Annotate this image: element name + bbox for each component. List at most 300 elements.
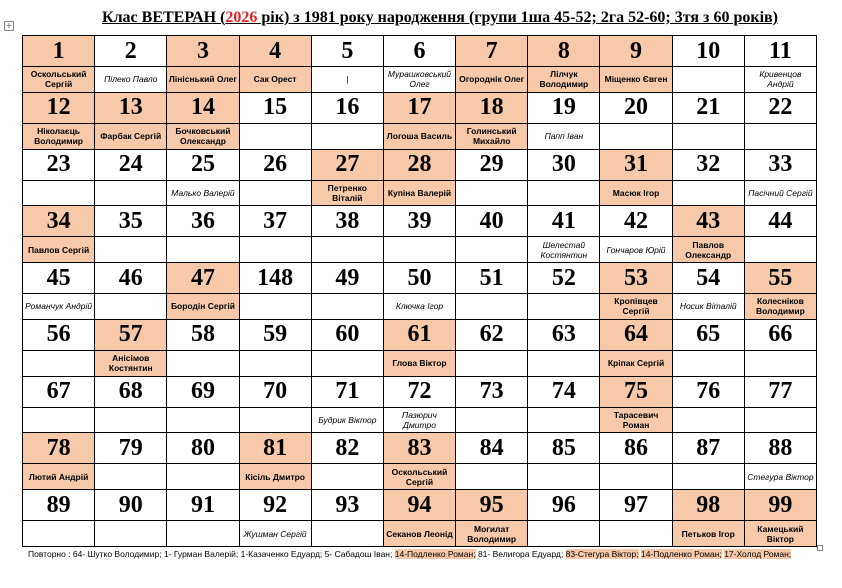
- cell-name: [600, 123, 671, 149]
- cell-name: Кривенцов Андрій: [745, 66, 816, 92]
- cell-number: 30: [551, 151, 576, 178]
- table-cell[interactable]: [384, 490, 456, 547]
- cell-name: [23, 520, 94, 546]
- cell-name: [673, 350, 744, 376]
- table-cell[interactable]: [456, 36, 528, 93]
- table-cell[interactable]: [600, 320, 672, 377]
- cell-number: 10: [696, 37, 721, 64]
- cell-number: 92: [263, 491, 288, 518]
- table-cell[interactable]: [745, 490, 817, 547]
- table-cell[interactable]: [745, 320, 817, 377]
- table-move-handle-icon[interactable]: +: [5, 21, 13, 30]
- cell-number: 54: [696, 264, 721, 291]
- cell-name: [456, 350, 527, 376]
- cell-number: 53: [600, 263, 671, 293]
- cell-number: 62: [479, 321, 504, 348]
- table-cell[interactable]: [456, 150, 528, 207]
- cell-name: [456, 407, 527, 433]
- cell-number: 26: [263, 151, 288, 178]
- cell-number: 84: [479, 434, 504, 461]
- cell-number: 24: [118, 151, 143, 178]
- cell-name: [167, 350, 238, 376]
- table-cell[interactable]: [745, 93, 817, 150]
- table-cell[interactable]: [600, 490, 672, 547]
- cell-name: Папп Іван: [528, 123, 599, 149]
- table-cell[interactable]: [240, 490, 312, 547]
- cell-number: 64: [600, 320, 671, 350]
- title-prefix: Клас ВЕТЕРАН (: [101, 9, 226, 26]
- cell-name: [95, 236, 166, 262]
- table-cell[interactable]: [23, 263, 95, 320]
- table-cell[interactable]: [528, 36, 600, 93]
- cell-number: 57: [95, 320, 166, 350]
- table-cell[interactable]: [240, 263, 312, 320]
- cell-name: Петренко Віталій: [312, 180, 383, 206]
- table-cell[interactable]: [95, 433, 167, 490]
- table-cell[interactable]: [23, 36, 95, 93]
- table-cell[interactable]: [456, 93, 528, 150]
- table-cell[interactable]: [528, 490, 600, 547]
- table-cell[interactable]: [673, 150, 745, 207]
- cell-name: [95, 180, 166, 206]
- cell-name: Носик Віталій: [673, 293, 744, 319]
- table-cell[interactable]: [95, 490, 167, 547]
- cell-name: [167, 520, 238, 546]
- table-cell[interactable]: [384, 433, 456, 490]
- cell-name: |: [312, 66, 383, 92]
- registration-table: [22, 35, 817, 547]
- cell-name: Пілеко Павло: [95, 66, 166, 92]
- cell-name: [95, 407, 166, 433]
- cell-number: 16: [335, 94, 360, 121]
- cell-name: [673, 66, 744, 92]
- table-cell[interactable]: [167, 320, 239, 377]
- table-cell[interactable]: [240, 36, 312, 93]
- table-cell[interactable]: [95, 36, 167, 93]
- cell-number: 52: [551, 264, 576, 291]
- page-title: [90, 9, 790, 27]
- cell-number: 56: [46, 321, 71, 348]
- cell-number: 9: [600, 36, 671, 66]
- table-cell[interactable]: [384, 377, 456, 434]
- cell-number: 11: [769, 37, 792, 64]
- table-cell[interactable]: [600, 433, 672, 490]
- table-cell[interactable]: [456, 206, 528, 263]
- cell-number: 8: [528, 36, 599, 66]
- cell-number: 99: [745, 490, 816, 520]
- cell-name: Огороднік Олег: [456, 66, 527, 92]
- table-cell[interactable]: [240, 150, 312, 207]
- cell-number: 77: [768, 378, 793, 405]
- repeat-entry: 17-Холод Роман;: [724, 549, 792, 559]
- cell-name: Кропівцев Сергій: [600, 293, 671, 319]
- cell-name: [240, 236, 311, 262]
- cell-name: Масюк Ігор: [600, 180, 671, 206]
- cell-name: Логоша Василь: [384, 123, 455, 149]
- title-year: 2026: [225, 9, 258, 26]
- table-cell[interactable]: [240, 93, 312, 150]
- cell-name: Могилат Володимир: [456, 520, 527, 546]
- table-cell[interactable]: [745, 433, 817, 490]
- cell-name: Пасічний Сергій: [745, 180, 816, 206]
- cell-number: 23: [46, 151, 71, 178]
- cell-name: Павлов Сергій: [23, 236, 94, 262]
- cell-number: 36: [190, 207, 215, 234]
- table-cell[interactable]: [312, 36, 384, 93]
- cell-name: Оскольський Сергій: [23, 66, 94, 92]
- table-cell[interactable]: [600, 206, 672, 263]
- cell-name: Кріпак Сергій: [600, 350, 671, 376]
- cell-name: Шелестай Костянтин: [528, 236, 599, 262]
- cell-number: 55: [745, 263, 816, 293]
- cell-name: [312, 236, 383, 262]
- cell-name: [240, 180, 311, 206]
- cell-name: [673, 180, 744, 206]
- table-cell[interactable]: [312, 93, 384, 150]
- table-cell[interactable]: [312, 263, 384, 320]
- cell-name: [240, 407, 311, 433]
- cell-number: 96: [551, 491, 576, 518]
- table-cell[interactable]: [600, 36, 672, 93]
- cell-name: Мурашковський Олег: [384, 66, 455, 92]
- table-cell[interactable]: [167, 150, 239, 207]
- table-cell[interactable]: [528, 377, 600, 434]
- cell-name: [456, 293, 527, 319]
- cell-number: 148: [257, 264, 294, 291]
- table-cell[interactable]: [745, 150, 817, 207]
- table-cell[interactable]: [312, 206, 384, 263]
- title-suffix: рік) з 1981 року народження (групи 1ша 45-52; 2га 52-60; 3тя з 60 років): [257, 9, 779, 26]
- cell-name: Ніколаєць Володимир: [23, 123, 94, 149]
- table-cell[interactable]: [23, 377, 95, 434]
- cell-name: [528, 293, 599, 319]
- repeat-notes: [28, 548, 818, 561]
- cell-number: 97: [624, 491, 649, 518]
- table-cell[interactable]: [673, 490, 745, 547]
- repeat-entry: 81- Велигора Едуард;: [475, 549, 566, 559]
- table-cell[interactable]: [456, 377, 528, 434]
- cell-number: 43: [673, 206, 744, 236]
- repeat-entry: Повторно : 64- Шутко Володимир; 1- Гурман Валерій; 1-Казаченко Едуард; 5- Сабадош Іван;: [28, 549, 395, 559]
- cell-number: 80: [190, 434, 215, 461]
- cell-number: 42: [624, 207, 649, 234]
- cell-number: 46: [118, 264, 143, 291]
- cell-number: 4: [240, 36, 311, 66]
- cell-name: [528, 463, 599, 489]
- table-cell[interactable]: [167, 263, 239, 320]
- cell-name: Купіна Валерій: [384, 180, 455, 206]
- cell-name: [673, 407, 744, 433]
- cell-number: 91: [190, 491, 215, 518]
- table-cell[interactable]: [673, 377, 745, 434]
- cell-name: Глова Віктор: [384, 350, 455, 376]
- cell-name: Жушман Сергій: [240, 520, 311, 546]
- table-cell[interactable]: [95, 150, 167, 207]
- table-cell[interactable]: [384, 150, 456, 207]
- cell-number: 68: [118, 378, 143, 405]
- cell-number: 63: [551, 321, 576, 348]
- cell-name: [745, 350, 816, 376]
- table-cell[interactable]: [167, 206, 239, 263]
- table-cell[interactable]: [312, 377, 384, 434]
- table-cell[interactable]: [384, 263, 456, 320]
- cell-number: 83: [384, 433, 455, 463]
- cell-number: 73: [479, 378, 504, 405]
- table-cell[interactable]: [240, 320, 312, 377]
- table-cell[interactable]: [312, 320, 384, 377]
- table-cell[interactable]: [673, 206, 745, 263]
- cell-name: Лініснький Олег: [167, 66, 238, 92]
- cell-name: [528, 520, 599, 546]
- cell-name: Лютий Андрій: [23, 463, 94, 489]
- repeat-entry: 14-Подленко Роман;: [394, 549, 476, 559]
- cell-name: Фарбак Сергій: [95, 123, 166, 149]
- table-cell[interactable]: [456, 320, 528, 377]
- cell-name: Бородін Сергій: [167, 293, 238, 319]
- table-cell[interactable]: [745, 206, 817, 263]
- table-cell[interactable]: [673, 36, 745, 93]
- cell-name: [673, 123, 744, 149]
- cell-number: 37: [263, 207, 288, 234]
- cell-number: 60: [335, 321, 360, 348]
- cell-name: Колесніков Володимир: [745, 293, 816, 319]
- cell-number: 7: [456, 36, 527, 66]
- table-cell[interactable]: [528, 263, 600, 320]
- cell-name: [384, 236, 455, 262]
- cell-name: [23, 180, 94, 206]
- cell-name: [528, 407, 599, 433]
- cell-number: 88: [768, 434, 793, 461]
- cell-number: 32: [696, 151, 721, 178]
- cell-name: [167, 407, 238, 433]
- table-cell[interactable]: [673, 93, 745, 150]
- cell-number: 47: [167, 263, 238, 293]
- table-cell[interactable]: [456, 490, 528, 547]
- cell-number: 59: [263, 321, 288, 348]
- table-cell[interactable]: [167, 93, 239, 150]
- cell-number: 58: [190, 321, 215, 348]
- cell-number: 86: [624, 434, 649, 461]
- table-cell[interactable]: [673, 433, 745, 490]
- table-cell[interactable]: [528, 206, 600, 263]
- cell-name: [528, 350, 599, 376]
- cell-name: Тарасевич Роман: [600, 407, 671, 433]
- cell-number: 35: [118, 207, 143, 234]
- cell-number: 89: [46, 491, 71, 518]
- cell-name: Кісіль Дмитро: [240, 463, 311, 489]
- table-cell[interactable]: [95, 206, 167, 263]
- cell-number: 82: [335, 434, 360, 461]
- cell-name: [673, 463, 744, 489]
- cell-name: [600, 520, 671, 546]
- table-cell[interactable]: [23, 206, 95, 263]
- cell-name: [745, 407, 816, 433]
- cell-number: 94: [384, 490, 455, 520]
- cell-number: 72: [407, 378, 432, 405]
- cell-name: Гончаров Юрій: [600, 236, 671, 262]
- table-cell[interactable]: [240, 377, 312, 434]
- cell-number: 44: [768, 207, 793, 234]
- cell-name: [600, 463, 671, 489]
- cell-number: 25: [190, 151, 215, 178]
- table-cell[interactable]: [95, 320, 167, 377]
- cell-name: Пазюрич Дмитро: [384, 407, 455, 433]
- cell-name: [167, 236, 238, 262]
- cell-number: 22: [768, 94, 793, 121]
- cell-name: [240, 350, 311, 376]
- cell-number: 51: [479, 264, 504, 291]
- cell-number: 98: [673, 490, 744, 520]
- cell-number: 12: [23, 93, 94, 123]
- cell-number: 90: [118, 491, 143, 518]
- table-cell[interactable]: [456, 433, 528, 490]
- cell-name: [456, 180, 527, 206]
- table-resize-handle-icon[interactable]: [817, 545, 823, 551]
- table-cell[interactable]: [384, 36, 456, 93]
- cell-number: 14: [167, 93, 238, 123]
- cell-name: [240, 123, 311, 149]
- cell-name: Стегура Віктор: [745, 463, 816, 489]
- cell-name: [23, 407, 94, 433]
- table-cell[interactable]: [240, 433, 312, 490]
- cell-number: 65: [696, 321, 721, 348]
- cell-name: [456, 236, 527, 262]
- cell-number: 17: [384, 93, 455, 123]
- cell-number: 38: [335, 207, 360, 234]
- table-cell[interactable]: [23, 490, 95, 547]
- cell-name: [528, 180, 599, 206]
- table-cell[interactable]: [528, 320, 600, 377]
- cell-number: 13: [95, 93, 166, 123]
- table-cell[interactable]: [456, 263, 528, 320]
- cell-number: 93: [335, 491, 360, 518]
- cell-name: Будрик Віктор: [312, 407, 383, 433]
- cell-number: 5: [341, 37, 354, 64]
- cell-name: [456, 463, 527, 489]
- table-cell[interactable]: [312, 490, 384, 547]
- cell-name: [167, 463, 238, 489]
- cell-name: Камецький Віктор: [745, 520, 816, 546]
- cell-number: 66: [768, 321, 793, 348]
- cell-number: 15: [263, 94, 288, 121]
- cell-name: [745, 123, 816, 149]
- table-cell[interactable]: [312, 433, 384, 490]
- cell-number: 49: [335, 264, 360, 291]
- cell-name: Міщенко Євген: [600, 66, 671, 92]
- table-cell[interactable]: [95, 93, 167, 150]
- cell-number: 33: [768, 151, 793, 178]
- cell-number: 81: [240, 433, 311, 463]
- cell-number: 2: [124, 37, 137, 64]
- cell-number: 34: [23, 206, 94, 236]
- table-cell[interactable]: [600, 377, 672, 434]
- cell-name: [312, 293, 383, 319]
- table-cell[interactable]: [745, 36, 817, 93]
- cell-name: [312, 520, 383, 546]
- repeat-entry: 14-Подленко Роман;: [640, 549, 722, 559]
- cell-name: Секанов Леонід: [384, 520, 455, 546]
- cell-number: 27: [312, 150, 383, 180]
- table-cell[interactable]: [23, 433, 95, 490]
- table-cell[interactable]: [23, 93, 95, 150]
- table-cell[interactable]: [23, 150, 95, 207]
- cell-name: [95, 293, 166, 319]
- cell-name: [95, 463, 166, 489]
- cell-number: 70: [263, 378, 288, 405]
- cell-name: Анісімов Костянтин: [95, 350, 166, 376]
- cell-number: 79: [118, 434, 143, 461]
- cell-name: Романчук Андрій: [23, 293, 94, 319]
- cell-name: Лілчук Володимир: [528, 66, 599, 92]
- cell-number: 1: [23, 36, 94, 66]
- cell-number: 31: [600, 150, 671, 180]
- cell-number: 21: [696, 94, 721, 121]
- cell-number: 45: [46, 264, 71, 291]
- table-cell[interactable]: [673, 263, 745, 320]
- table-cell[interactable]: [167, 377, 239, 434]
- table-cell[interactable]: [312, 150, 384, 207]
- cell-name: Бочковський Олександр: [167, 123, 238, 149]
- cell-name: [312, 123, 383, 149]
- cell-number: 39: [407, 207, 432, 234]
- table-cell[interactable]: [95, 263, 167, 320]
- cell-number: 74: [551, 378, 576, 405]
- cell-name: [312, 350, 383, 376]
- cell-number: 50: [407, 264, 432, 291]
- cell-number: 69: [190, 378, 215, 405]
- cell-number: 67: [46, 378, 71, 405]
- cell-name: Голинський Михайло: [456, 123, 527, 149]
- cell-number: 3: [167, 36, 238, 66]
- cell-number: 75: [600, 377, 671, 407]
- table-cell[interactable]: [384, 93, 456, 150]
- cell-name: Павлов Олександр: [673, 236, 744, 262]
- cell-number: 76: [696, 378, 721, 405]
- cell-name: Ключка Ігор: [384, 293, 455, 319]
- table-cell[interactable]: [745, 263, 817, 320]
- table-cell[interactable]: [167, 490, 239, 547]
- table-cell[interactable]: [745, 377, 817, 434]
- table-cell[interactable]: [95, 377, 167, 434]
- table-cell[interactable]: [528, 93, 600, 150]
- table-cell[interactable]: [528, 150, 600, 207]
- cell-name: Петьков Ігор: [673, 520, 744, 546]
- table-cell[interactable]: [673, 320, 745, 377]
- repeat-entry: 83-Стегура Віктор;: [565, 549, 639, 559]
- table-cell[interactable]: [23, 320, 95, 377]
- table-cell[interactable]: [384, 320, 456, 377]
- table-cell[interactable]: [384, 206, 456, 263]
- cell-name: [23, 350, 94, 376]
- cell-name: [95, 520, 166, 546]
- cell-name: Малько Валерій: [167, 180, 238, 206]
- cell-name: Оскольський Сергій: [384, 463, 455, 489]
- cell-number: 41: [551, 207, 576, 234]
- table-cell[interactable]: [167, 36, 239, 93]
- table-cell[interactable]: [167, 433, 239, 490]
- cell-number: 78: [23, 433, 94, 463]
- table-cell[interactable]: [600, 150, 672, 207]
- table-cell[interactable]: [528, 433, 600, 490]
- cell-name: [745, 236, 816, 262]
- table-cell[interactable]: [240, 206, 312, 263]
- cell-number: 6: [413, 37, 426, 64]
- table-cell[interactable]: [600, 93, 672, 150]
- cell-number: 85: [551, 434, 576, 461]
- cell-number: 87: [696, 434, 721, 461]
- table-cell[interactable]: [600, 263, 672, 320]
- cell-number: 71: [335, 378, 360, 405]
